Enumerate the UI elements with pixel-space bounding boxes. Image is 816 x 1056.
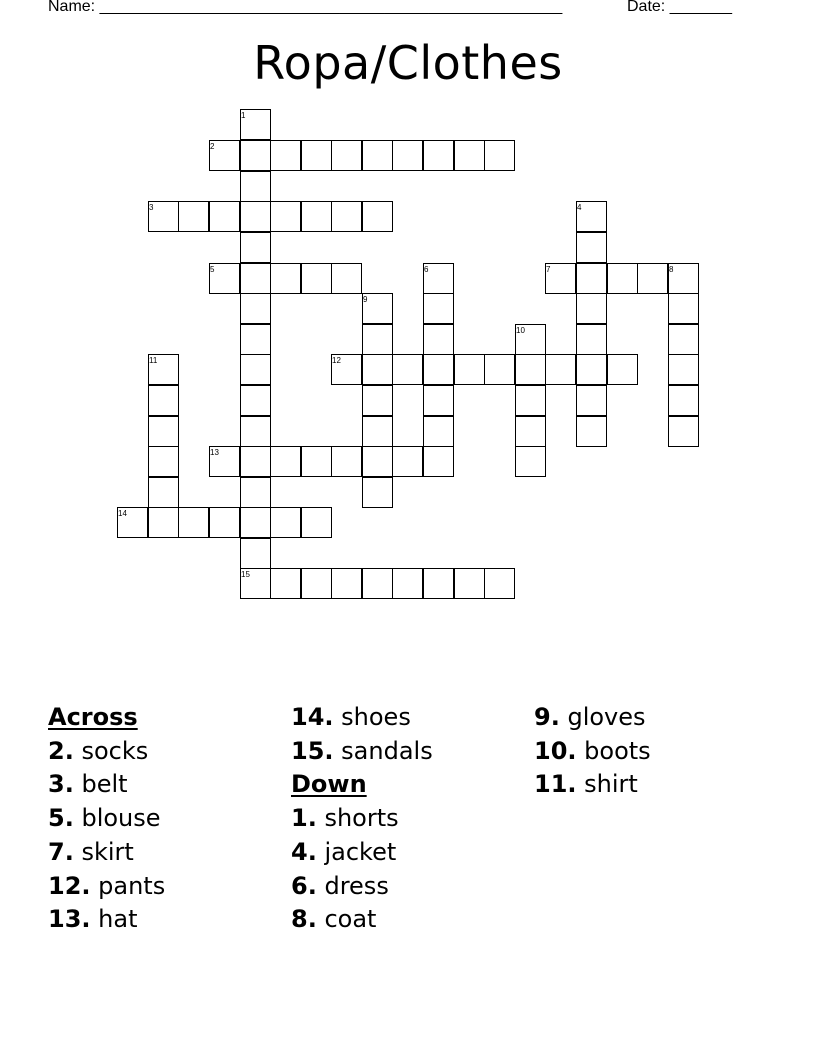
- clue-text: shoes: [341, 703, 411, 731]
- clue-number-label: 3: [149, 203, 154, 212]
- crossword-cell[interactable]: [423, 324, 454, 355]
- crossword-cell[interactable]: [545, 354, 576, 385]
- clue-down-11: [534, 768, 651, 802]
- crossword-cell[interactable]: [240, 293, 271, 324]
- clue-text: gloves: [567, 703, 646, 731]
- clue-text: dress: [324, 871, 389, 900]
- crossword-cell[interactable]: [362, 324, 393, 355]
- crossword-cell[interactable]: [270, 201, 301, 232]
- clue-text: shirt: [584, 770, 638, 799]
- crossword-cell[interactable]: [362, 385, 393, 416]
- crossword-cell[interactable]: [148, 477, 179, 508]
- crossword-cell[interactable]: [240, 140, 271, 171]
- clue-text: pants: [98, 871, 166, 900]
- crossword-cell[interactable]: [484, 140, 515, 171]
- crossword-cell[interactable]: [270, 568, 301, 599]
- clue-number: 5.: [48, 804, 74, 833]
- clue-number: 14.: [291, 703, 334, 731]
- clue-across-13: [48, 903, 165, 937]
- crossword-cell[interactable]: [362, 568, 393, 599]
- crossword-cell[interactable]: [515, 416, 546, 447]
- clue-across-7: [48, 836, 165, 870]
- crossword-cell[interactable]: [607, 263, 638, 294]
- crossword-cell[interactable]: [423, 293, 454, 324]
- clue-number: 9.: [534, 703, 560, 731]
- clue-number-label: 8: [669, 265, 674, 274]
- clue-number-label: 6: [424, 265, 429, 274]
- crossword-cell[interactable]: [392, 446, 423, 477]
- clue-number: 2.: [48, 736, 74, 765]
- clue-number-label: 14: [118, 509, 127, 518]
- crossword-cell[interactable]: [484, 568, 515, 599]
- clue-number: 12.: [48, 871, 91, 900]
- clue-number-label: 7: [546, 265, 551, 274]
- crossword-cell[interactable]: [454, 354, 485, 385]
- crossword-cell[interactable]: [240, 416, 271, 447]
- clue-number: 15.: [291, 736, 334, 765]
- clue-number: 7.: [48, 837, 74, 866]
- crossword-cell[interactable]: [270, 446, 301, 477]
- crossword-cell[interactable]: [240, 263, 271, 294]
- clue-across-2: [48, 735, 165, 769]
- crossword-cell[interactable]: [668, 385, 699, 416]
- clue-number: 4.: [291, 837, 317, 866]
- clue-across-15: [291, 735, 433, 769]
- clue-number: 1.: [291, 804, 317, 833]
- page-title: Ropa/Clothes: [253, 36, 563, 90]
- clue-down-8: [291, 903, 433, 937]
- crossword-cell[interactable]: [240, 538, 271, 569]
- crossword-cell[interactable]: [148, 446, 179, 477]
- crossword-cell[interactable]: [637, 263, 668, 294]
- crossword-cell[interactable]: [240, 446, 271, 477]
- clue-number-label: 4: [577, 203, 582, 212]
- crossword-cell[interactable]: [423, 568, 454, 599]
- crossword-cell[interactable]: [576, 324, 607, 355]
- clue-text: belt: [81, 770, 128, 799]
- crossword-cell[interactable]: [331, 201, 362, 232]
- clue-across-5: [48, 802, 165, 836]
- clue-across-12: [48, 870, 165, 904]
- crossword-cell[interactable]: [270, 263, 301, 294]
- down-heading: Down: [291, 770, 367, 799]
- crossword-cell[interactable]: [270, 140, 301, 171]
- clue-number-label: 2: [210, 142, 215, 151]
- crossword-cell[interactable]: [331, 568, 362, 599]
- crossword-cell[interactable]: [392, 568, 423, 599]
- clue-text: shorts: [324, 804, 399, 833]
- crossword-cell[interactable]: [423, 446, 454, 477]
- clue-column-2: [291, 701, 433, 937]
- crossword-cell[interactable]: [240, 507, 271, 538]
- clue-column-3: [534, 701, 651, 802]
- crossword-cell[interactable]: [240, 385, 271, 416]
- crossword-cell[interactable]: [668, 293, 699, 324]
- crossword-cell[interactable]: [270, 507, 301, 538]
- crossword-cell[interactable]: [576, 263, 607, 294]
- crossword-cell[interactable]: [576, 354, 607, 385]
- clue-down-9: [534, 701, 651, 735]
- crossword-cell[interactable]: [331, 263, 362, 294]
- crossword-cell[interactable]: [148, 416, 179, 447]
- clue-number-label: 12: [332, 356, 341, 365]
- crossword-cell[interactable]: [301, 263, 332, 294]
- crossword-cell[interactable]: [668, 324, 699, 355]
- crossword-cell[interactable]: [668, 354, 699, 385]
- clue-text: jacket: [324, 837, 397, 866]
- crossword-cell[interactable]: [362, 201, 393, 232]
- crossword-cell[interactable]: [178, 201, 209, 232]
- crossword-cell[interactable]: [301, 507, 332, 538]
- clue-across-14: [291, 701, 433, 735]
- clue-text: coat: [324, 905, 377, 934]
- clue-text: skirt: [81, 837, 134, 866]
- crossword-cell[interactable]: [148, 507, 179, 538]
- clue-text: sandals: [341, 736, 433, 765]
- clue-number: 3.: [48, 770, 74, 799]
- clue-text: socks: [81, 736, 149, 765]
- crossword-cell[interactable]: [576, 385, 607, 416]
- crossword-cell[interactable]: [240, 324, 271, 355]
- crossword-cell[interactable]: [515, 354, 546, 385]
- crossword-cell[interactable]: [607, 354, 638, 385]
- crossword-cell[interactable]: [362, 416, 393, 447]
- crossword-cell[interactable]: [392, 140, 423, 171]
- crossword-cell[interactable]: [362, 140, 393, 171]
- crossword-cell[interactable]: [454, 568, 485, 599]
- clue-number-label: 10: [516, 326, 525, 335]
- clue-number-label: 15: [241, 570, 250, 579]
- crossword-cell[interactable]: [178, 507, 209, 538]
- clue-number-label: 1: [241, 111, 246, 120]
- across-heading: Across: [48, 703, 138, 731]
- clue-number-label: 11: [149, 356, 158, 365]
- crossword-cell[interactable]: [209, 507, 240, 538]
- crossword-cell[interactable]: [301, 201, 332, 232]
- clue-down-6: [291, 870, 433, 904]
- crossword-cell[interactable]: [454, 140, 485, 171]
- crossword-cell[interactable]: [423, 140, 454, 171]
- crossword-cell[interactable]: [148, 385, 179, 416]
- crossword-cell[interactable]: [668, 416, 699, 447]
- crossword-cell[interactable]: [362, 477, 393, 508]
- name-field-label: Name: ____________________________________________________: [48, 0, 563, 15]
- crossword-cell[interactable]: [331, 140, 362, 171]
- clue-down-4: [291, 836, 433, 870]
- crossword-cell[interactable]: [423, 354, 454, 385]
- crossword-cell[interactable]: [301, 446, 332, 477]
- clue-number-label: 13: [210, 448, 219, 457]
- clue-text: boots: [584, 736, 651, 765]
- crossword-cell[interactable]: [209, 201, 240, 232]
- crossword-cell[interactable]: [362, 354, 393, 385]
- crossword-cell[interactable]: [515, 385, 546, 416]
- crossword-cell[interactable]: [240, 477, 271, 508]
- clue-column-1: [48, 701, 165, 937]
- crossword-cell[interactable]: [240, 354, 271, 385]
- crossword-cell[interactable]: [392, 354, 423, 385]
- crossword-cell[interactable]: [362, 446, 393, 477]
- clue-across-3: [48, 768, 165, 802]
- crossword-cell[interactable]: [576, 232, 607, 263]
- clue-number: 13.: [48, 905, 91, 934]
- clue-text: hat: [98, 905, 138, 934]
- clue-number-label: 9: [363, 295, 368, 304]
- clue-number: 10.: [534, 736, 577, 765]
- crossword-cell[interactable]: [423, 416, 454, 447]
- crossword-cell[interactable]: [301, 568, 332, 599]
- clue-down-1: [291, 802, 433, 836]
- crossword-cell[interactable]: [240, 201, 271, 232]
- crossword-cell[interactable]: [331, 446, 362, 477]
- crossword-cell[interactable]: [301, 140, 332, 171]
- clue-down-10: [534, 735, 651, 769]
- clue-number-label: 5: [210, 265, 215, 274]
- clue-text: blouse: [81, 804, 161, 833]
- clue-number: 6.: [291, 871, 317, 900]
- crossword-cell[interactable]: [576, 416, 607, 447]
- crossword-cell[interactable]: [484, 354, 515, 385]
- crossword-cell[interactable]: [240, 171, 271, 202]
- clue-number: 11.: [534, 770, 577, 799]
- crossword-cell[interactable]: [576, 293, 607, 324]
- crossword-cell[interactable]: [515, 446, 546, 477]
- clue-number: 8.: [291, 905, 317, 934]
- date-field-label: Date: _______: [627, 0, 732, 15]
- crossword-cell[interactable]: [423, 385, 454, 416]
- crossword-cell[interactable]: [240, 232, 271, 263]
